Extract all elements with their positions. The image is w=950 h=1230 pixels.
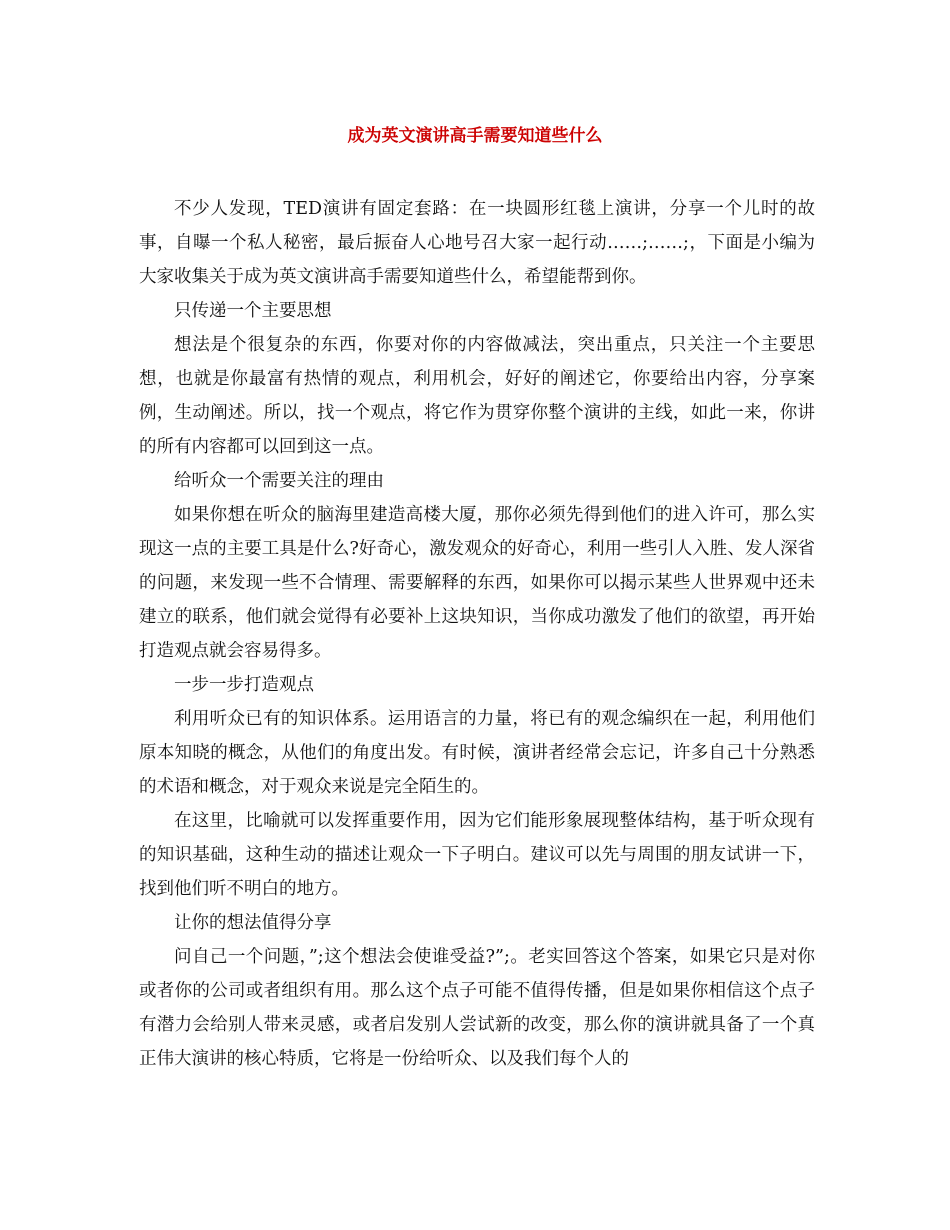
intro-paragraph: 不少人发现，TED演讲有固定套路：在一块圆形红毯上演讲，分享一个儿时的故事，自曝一个私人秘密，最后振奋人心地号召大家一起行动……;……;，下面是小编为大家收集关于成为英文演讲高手需要知道些什么，希望能帮到你。: [139, 199, 815, 287]
document-title: 成为英文演讲高手需要知道些什么: [347, 126, 603, 146]
section-heading-worth-sharing: 让你的想法值得分享: [174, 913, 332, 933]
section-heading-reason: 给听众一个需要关注的理由: [174, 471, 384, 491]
paragraph-reason: 如果你想在听众的脑海里建造高楼大厦，那你必须先得到他们的进入许可，那么实现这一点的主要工具是什么?好奇心，激发观众的好奇心，利用一些引人入胜、发人深省的问题，来发现一些不合情理、需要解释的东西，如果你可以揭示某些人世界观中还未建立的联系，他们就会觉得有必要补上这块知识，当你成功激发了他们的欲望，再开始打造观点就会容易得多。: [139, 505, 815, 661]
section-heading-step-by-step: 一步一步打造观点: [174, 675, 314, 695]
paragraph-step-by-step: 利用听众已有的知识体系。运用语言的力量，将已有的观念编织在一起，利用他们原本知晓的概念，从他们的角度出发。有时候，演讲者经常会忘记，许多自己十分熟悉的术语和概念，对于观众来说是完全陌生的。: [139, 709, 815, 797]
paragraph-main-idea: 想法是个很复杂的东西，你要对你的内容做减法，突出重点，只关注一个主要思想，也就是你最富有热情的观点，利用机会，好好的阐述它，你要给出内容，分享案例，生动阐述。所以，找一个观点，将它作为贯穿你整个演讲的主线，如此一来，你讲的所有内容都可以回到这一点。: [139, 335, 815, 457]
section-heading-main-idea: 只传递一个主要思想: [174, 301, 332, 321]
document-body: [139, 192, 815, 1076]
paragraph-metaphor: 在这里，比喻就可以发挥重要作用，因为它们能形象展现整体结构，基于听众现有的知识基础，这种生动的描述让观众一下子明白。建议可以先与周围的朋友试讲一下，找到他们听不明白的地方。: [139, 811, 815, 899]
paragraph-worth-sharing: 问自己一个问题，”;这个想法会使谁受益?”;。老实回答这个答案，如果它只是对你或者你的公司或者组织有用。那么这个点子可能不值得传播，但是如果你相信这个点子有潜力会给别人带来灵感，或者启发别人尝试新的改变，那么你的演讲就具备了一个真正伟大演讲的核心特质，它将是一份给听众、以及我们每个人的: [139, 947, 815, 1069]
